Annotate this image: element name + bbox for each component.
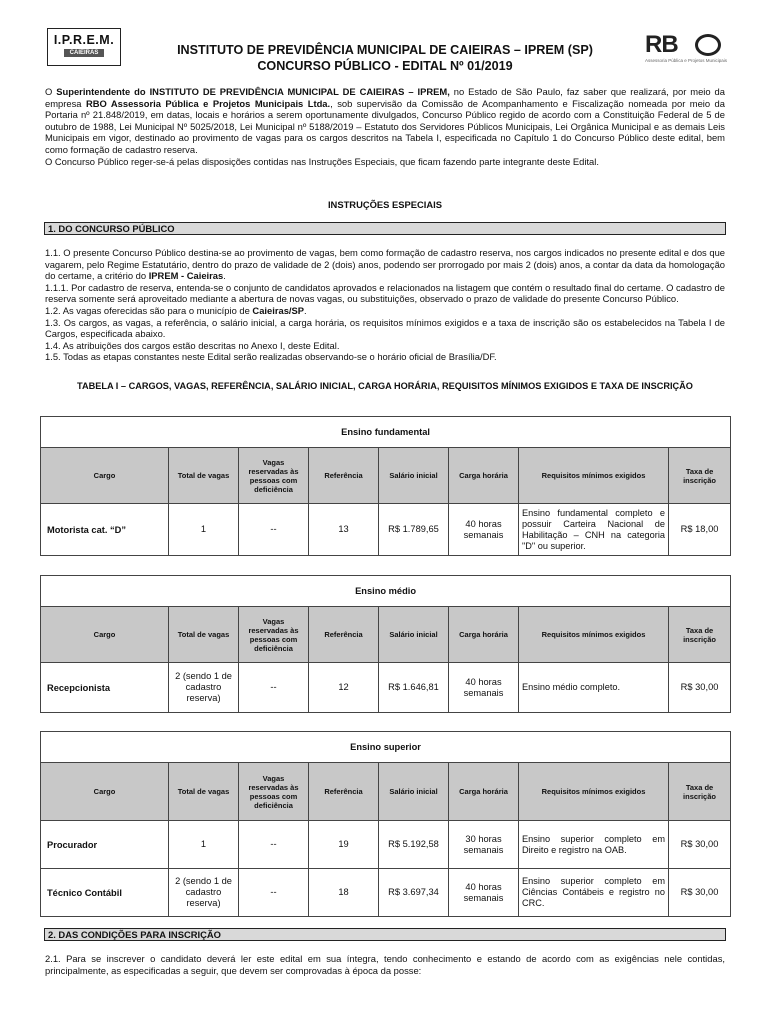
col-header-req: Requisitos mínimos exigidos (519, 763, 669, 821)
paragraph-2-1: 2.1. Para se inscrever o candidato deverá ler este edital em sua íntegra, tendo conhecimento e estando de acordo com as exigências nele contidas, principalmente, as especificadas a seguir, que devem ser comprovadas à época da posse: (45, 953, 725, 976)
paragraph-bold: Caieiras/SP (252, 304, 305, 316)
col-header-req: Requisitos mínimos exigidos (519, 448, 669, 504)
iprem-logo (47, 28, 121, 66)
cell-pcd: -- (239, 821, 309, 869)
table-row (41, 504, 731, 556)
cell-ref: 18 (309, 869, 379, 917)
col-header-total: Total de vagas (169, 607, 239, 663)
paragraph-text: . (304, 304, 307, 316)
cell-ref: 12 (309, 663, 379, 713)
col-header-total: Total de vagas (169, 448, 239, 504)
cell-carga: 40 horas semanais (449, 869, 519, 917)
intro-bold-span: RBO Assessoria Pública e Projetos Municipais Ltda. (85, 97, 331, 109)
cell-total: 1 (169, 504, 239, 556)
col-header-pcd: Vagas reservadas às pessoas com deficiência (239, 448, 309, 504)
rbo-logo-text: RB (645, 31, 678, 58)
title-line-1: INSTITUTO DE PREVIDÊNCIA MUNICIPAL DE CAIEIRAS – IPREM (SP) (177, 43, 593, 57)
section-1-body (45, 247, 725, 363)
iprem-logo-subtext: CAIEIRAS (64, 49, 104, 57)
intro-text-span: no Estado de São Paulo, faz saber que realizará, por meio da empresa (45, 86, 725, 109)
table-row (41, 663, 731, 713)
col-header-taxa: Taxa de inscrição (669, 763, 731, 821)
paragraph-1-3: 1.3. Os cargos, as vagas, a referência, o salário inicial, a carga horária, os requisitos mínimos exigidos e a taxa de inscrição são os estabelecidos na Tabela I de Cargos, especificada abaixo. (45, 316, 725, 340)
section-2-heading: 2. DAS CONDIÇÕES PARA INSCRIÇÃO (44, 928, 726, 941)
col-header-salario: Salário inicial (379, 763, 449, 821)
cell-salario: R$ 3.697,34 (379, 869, 449, 917)
cell-pcd: -- (239, 504, 309, 556)
cell-carga: 30 horas semanais (449, 821, 519, 869)
cell-salario: R$ 5.192,58 (379, 821, 449, 869)
cell-ref: 19 (309, 821, 379, 869)
rbo-logo-ring-icon (695, 34, 721, 56)
rbo-logo-subtext: Assessoria Pública e Projetos Municipais (645, 58, 728, 63)
cell-taxa: R$ 30,00 (669, 869, 731, 917)
paragraph-1-1-1: 1.1.1. Por cadastro de reserva, entenda-se o conjunto de candidatos aprovados e relacionados na listagem que contém o resultado final do certame. O cadastro de reserva somente será aproveitado mediante a abertura de novas vagas, ou substituições, observado o prazo de validade do presente Concurso Público. (45, 281, 725, 305)
instructions-heading: INSTRUÇÕES ESPECIAIS (327, 199, 443, 210)
cell-carga: 40 horas semanais (449, 663, 519, 713)
cell-taxa: R$ 30,00 (669, 821, 731, 869)
document-title (125, 42, 645, 74)
cell-cargo: Recepcionista (41, 663, 169, 713)
col-header-cargo: Cargo (41, 607, 169, 663)
cell-carga: 40 horas semanais (449, 504, 519, 556)
col-header-cargo: Cargo (41, 448, 169, 504)
section-2-body (45, 953, 725, 976)
iprem-logo-text: I.P.R.E.M. (53, 33, 115, 47)
intro-paragraph-1 (45, 86, 725, 156)
intro-bold-span: Superintendente do INSTITUTO DE PREVIDÊNCIA MUNICIPAL DE CAIEIRAS – IPREM, (56, 86, 450, 97)
intro-text (45, 86, 725, 167)
cell-req: Ensino superior completo em Direito e registro na OAB. (519, 821, 669, 869)
cell-req: Ensino superior completo em Ciências Contábeis e registro no CRC. (519, 869, 669, 917)
cell-total: 2 (sendo 1 de cadastro reserva) (169, 869, 239, 917)
cell-salario: R$ 1.789,65 (379, 504, 449, 556)
table-row (41, 821, 731, 869)
table-ensino-superior (40, 731, 731, 917)
col-header-req: Requisitos mínimos exigidos (519, 607, 669, 663)
col-header-ref: Referência (309, 607, 379, 663)
col-header-ref: Referência (309, 763, 379, 821)
paragraph-bold: IPREM - Caieiras (148, 270, 224, 282)
paragraph-text: 1.1. O presente Concurso Público destina-se ao provimento de vagas, bem como formação de cadastro reserva, nos cargos indicados no presente edital e dos que vagarem, pelo Regime Estatutário, dentro do prazo de validade de 2 (dois) anos, podendo ser prorrogado por mais 2 (dois) anos, a contar da data da homologação do certame, a critério do (45, 247, 725, 282)
cell-salario: R$ 1.646,81 (379, 663, 449, 713)
intro-text-span: , sob supervisão da Comissão de Acompanhamento e Fiscalização nomeada por meio da Portaria nº 21.848/2019, em datas, locais e horários a serem oportunamente divulgados, Concurso Público regido de acordo com a Constituição Federal de 5 de outubro de 1988, Lei Municipal Nº 5025/2018, Lei Municipal nº 5188/2019 – Estatuto dos Servidores Públicos Municipais, Lei Orgânica Municipal e as demais Leis Municipais em vigor, destinado ao provimento de vagas para os cargos descritos na Tabela I, especificada no Capítulo 1 do Concurso Público deste edital, bem como formação de cadastro reserva. (45, 97, 725, 155)
col-header-carga: Carga horária (449, 448, 519, 504)
cell-pcd: -- (239, 869, 309, 917)
cell-taxa: R$ 18,00 (669, 504, 731, 556)
paragraph-1-4: 1.4. As atribuições dos cargos estão descritas no Anexo I, deste Edital. (45, 339, 340, 351)
col-header-carga: Carga horária (449, 763, 519, 821)
cell-total: 1 (169, 821, 239, 869)
table-caption: Ensino superior (41, 732, 731, 763)
col-header-pcd: Vagas reservadas às pessoas com deficiência (239, 607, 309, 663)
col-header-carga: Carga horária (449, 607, 519, 663)
col-header-salario: Salário inicial (379, 448, 449, 504)
table-ensino-fundamental (40, 416, 731, 556)
col-header-taxa: Taxa de inscrição (669, 448, 731, 504)
section-1-heading: 1. DO CONCURSO PÚBLICO (44, 222, 726, 235)
cell-cargo: Procurador (41, 821, 169, 869)
paragraph-text: . (223, 270, 226, 282)
document-header (45, 28, 728, 80)
cell-cargo: Técnico Contábil (41, 869, 169, 917)
paragraph-text: 1.2. As vagas oferecidas são para o município de (45, 304, 253, 316)
table-caption: Ensino médio (41, 576, 731, 607)
paragraph-1-5: 1.5. Todas as etapas constantes neste Edital serão realizadas observando-se o horário oficial de Brasília/DF. (45, 351, 497, 363)
rbo-logo (645, 31, 728, 67)
col-header-pcd: Vagas reservadas às pessoas com deficiência (239, 763, 309, 821)
col-header-salario: Salário inicial (379, 607, 449, 663)
cell-pcd: -- (239, 663, 309, 713)
title-line-2: CONCURSO PÚBLICO - EDITAL Nº 01/2019 (257, 59, 513, 73)
paragraph-1-2 (45, 305, 725, 317)
intro-paragraph-2: O Concurso Público reger-se-á pelas disposições contidas nas Instruções Especiais, que ficam fazendo parte integrante deste Edital. (45, 155, 599, 167)
cell-taxa: R$ 30,00 (669, 663, 731, 713)
col-header-ref: Referência (309, 448, 379, 504)
col-header-total: Total de vagas (169, 763, 239, 821)
paragraph-1-1 (45, 247, 725, 282)
table-1-title: TABELA I – CARGOS, VAGAS, REFERÊNCIA, SALÁRIO INICIAL, CARGA HORÁRIA, REQUISITOS MÍNIMOS EXIGIDOS E TAXA DE INSCRIÇÃO (77, 381, 693, 391)
table-ensino-medio (40, 575, 731, 713)
cell-cargo: Motorista cat. “D” (41, 504, 169, 556)
cell-req: Ensino médio completo. (519, 663, 669, 713)
cell-req: Ensino fundamental completo e possuir Carteira Nacional de Habilitação – CNH na categoria "D" ou superior. (519, 504, 669, 556)
table-row (41, 869, 731, 917)
cell-ref: 13 (309, 504, 379, 556)
cell-total: 2 (sendo 1 de cadastro reserva) (169, 663, 239, 713)
intro-text-span: O (45, 86, 57, 97)
col-header-cargo: Cargo (41, 763, 169, 821)
col-header-taxa: Taxa de inscrição (669, 607, 731, 663)
table-caption: Ensino fundamental (41, 417, 731, 448)
